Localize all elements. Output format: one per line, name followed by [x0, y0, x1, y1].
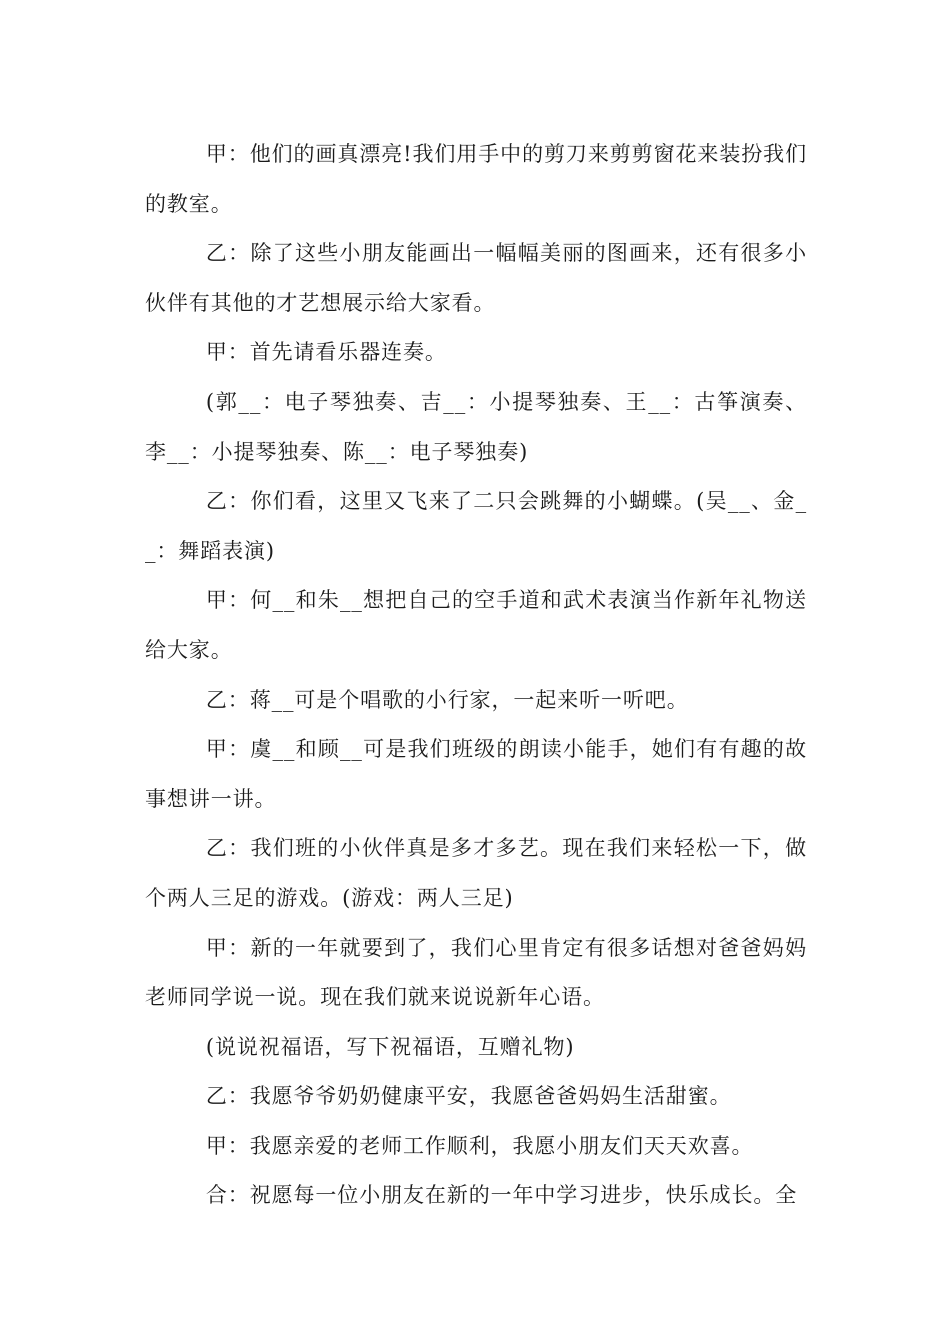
paragraph: 甲：首先请看乐器连奏。 [205, 340, 447, 365]
paragraph: 甲：他们的画真漂亮!我们用手中的剪刀来剪剪窗花来装扮我们的教室。 [145, 142, 807, 216]
paragraph: 甲：何__和朱__想把自己的空手道和武术表演当作新年礼物送给大家。 [145, 588, 807, 662]
paragraph: 乙：我愿爷爷奶奶健康平安，我愿爸爸妈妈生活甜蜜。 [205, 1084, 732, 1109]
paragraph: (说说祝福语，写下祝福语，互赠礼物) [205, 1034, 575, 1059]
paragraph: 乙：蒋__可是个唱歌的小行家，一起来听一听吧。 [205, 687, 689, 712]
paragraph: 乙：除了这些小朋友能画出一幅幅美丽的图画来，还有很多小伙伴有其他的才艺想展示给大家看。 [145, 241, 807, 315]
paragraph: 甲：新的一年就要到了，我们心里肯定有很多话想对爸爸妈妈老师同学说一说。现在我们就来说说新年心语。 [145, 935, 807, 1010]
paragraph: 乙：我们班的小伙伴真是多才多艺。现在我们来轻松一下，做个两人三足的游戏。(游戏：两人三足) [145, 836, 807, 910]
paragraph: 合：祝愿每一位小朋友在新的一年中学习进步，快乐成长。全 [205, 1183, 798, 1208]
paragraph: 甲：虞__和顾__可是我们班级的朗读小能手，她们有有趣的故事想讲一讲。 [145, 737, 807, 811]
paragraph: 乙：你们看，这里又飞来了二只会跳舞的小蝴蝶。(吴__、金__：舞蹈表演) [145, 489, 807, 563]
paragraph: (郭__：电子琴独奏、吉__：小提琴独奏、王__：古筝演奏、李__：小提琴独奏、陈__：电子琴独奏) [145, 389, 807, 464]
document-page [145, 130, 807, 1221]
paragraph: 甲：我愿亲爱的老师工作顺利，我愿小朋友们天天欢喜。 [205, 1133, 754, 1158]
